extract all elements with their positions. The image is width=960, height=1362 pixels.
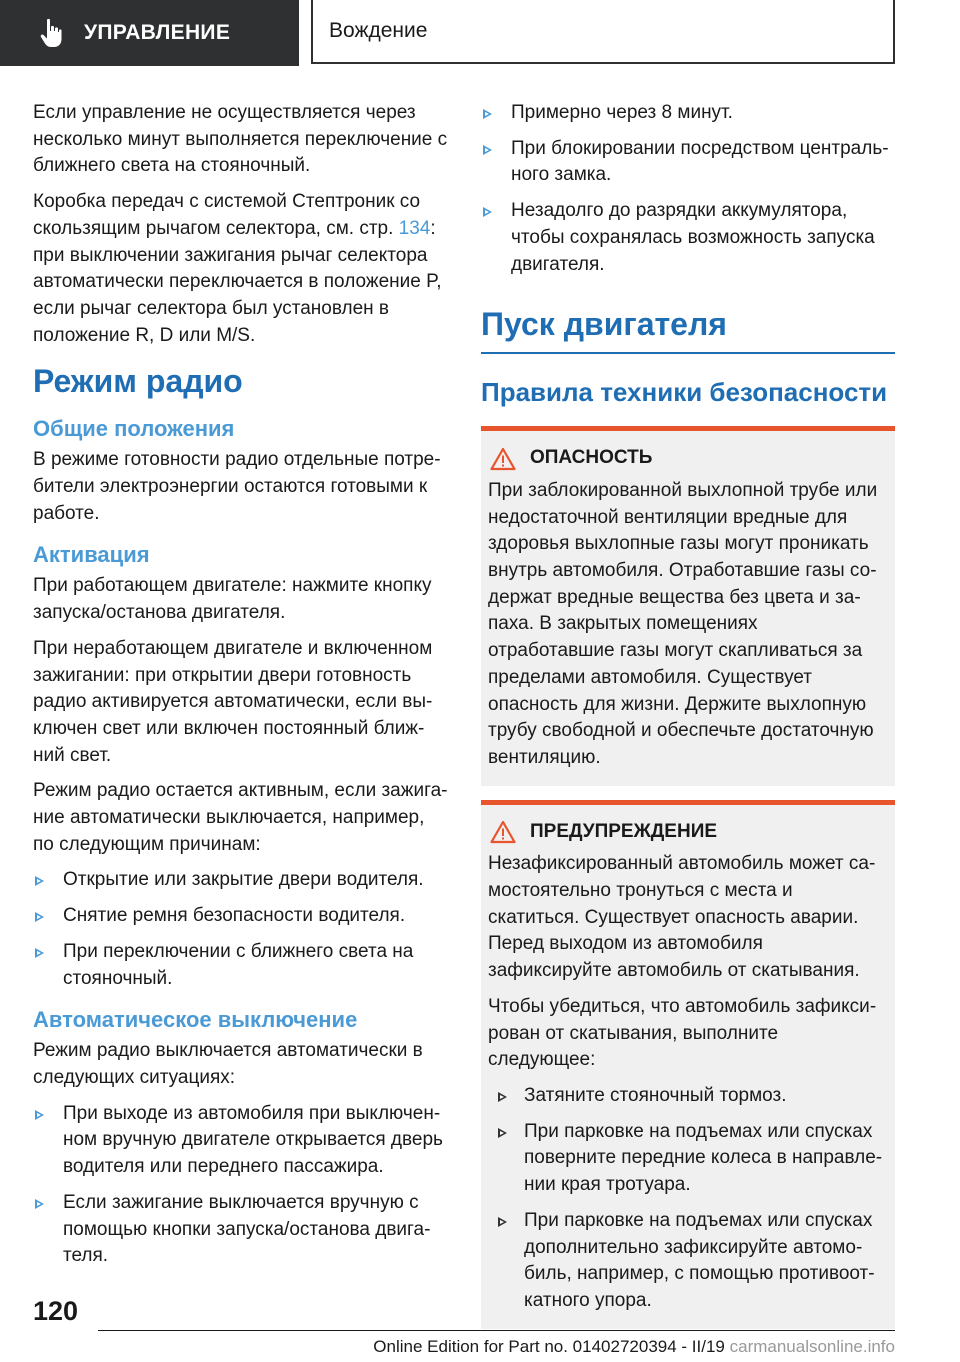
bullet-list-auto-off (33, 1101, 448, 1270)
section-title-box (311, 0, 895, 64)
heading-safety: Правила техники безопасности (481, 377, 888, 408)
list-item: При парковке на подъемах или спусках поверните передние колеса в направлении края тротуара. (488, 1119, 887, 1199)
subheading-activation: Активация (33, 542, 150, 568)
bullet-triangle-icon (35, 948, 44, 958)
hand-pointer-icon (40, 18, 62, 48)
danger-text: При заблокированной выхлопной трубе или недостаточной вентиляции вредные для здоровья выхлопные газы могут проникать внутрь автомобиля. Отработавшие газы содержат вредные вещества без цвета и запаха. В закрытых помещениях отработавшие газы могут скапливаться за пределами автомобиля. Существует опасность для жизни. Держите выхлопную трубу свободной и обеспечьте достаточную вентиляцию. (488, 479, 878, 768)
danger-box (481, 426, 895, 785)
page-number: 120 (33, 1296, 79, 1326)
paragraph: При неработающем двигателе и включенном зажигании: при открытии двери готовность радио активируется автоматически, если выключен свет или включен постоянный ближний свет. (33, 637, 433, 766)
warning-box (481, 800, 895, 1329)
warning-triangle-icon (490, 820, 516, 844)
footer-rule (98, 1330, 895, 1331)
list-item: Если зажигание выключается вручную с помощью кнопки запуска/останова двигателя. (33, 1190, 448, 1270)
paragraph: Режим радио выключается автоматически в следующих ситуациях: (33, 1040, 423, 1088)
watermark: carmanualsonline.info (729, 1337, 895, 1356)
bullet-triangle-icon (35, 1199, 44, 1209)
heading-engine-start: Пуск двигателя (481, 306, 727, 343)
paragraph: При работающем двигателе: нажмите кнопку запуска/останова двигателя. (33, 575, 432, 624)
bullet-triangle-icon (35, 876, 44, 886)
left-column (33, 100, 448, 1279)
warning-title: ПРЕДУПРЕЖДЕНИЕ (488, 819, 887, 846)
bullet-triangle-icon (498, 1217, 507, 1227)
chapter-tab (0, 0, 299, 66)
paragraph: Режим радио остается активным, если зажигание автоматически выключается, например, по следующим причинам: (33, 780, 448, 855)
list-item: Снятие ремня безопасности водителя. (33, 903, 448, 930)
list-item: Примерно через 8 минут. (481, 100, 895, 127)
bullet-triangle-icon (483, 207, 492, 217)
bullet-triangle-icon (498, 1092, 507, 1102)
footer-edition: Online Edition for Part no. 01402720394 - II/19 carmanualsonline.info (373, 1337, 895, 1356)
bullet-triangle-icon (35, 1110, 44, 1120)
list-item: Затяните стояночный тормоз. (488, 1083, 887, 1110)
warning-triangle-icon (490, 447, 516, 471)
list-item: При переключении с ближнего света на стояночный. (33, 939, 448, 992)
danger-title: ОПАСНОСТЬ (488, 445, 887, 472)
heading-radio-mode: Режим радио (33, 363, 243, 400)
page-link[interactable]: 134 (398, 217, 431, 239)
right-column (481, 100, 895, 1329)
list-item: Открытие или закрытие двери водителя. (33, 867, 448, 894)
heading-rule (481, 352, 895, 354)
bullet-triangle-icon (483, 109, 492, 119)
bullet-triangle-icon (35, 912, 44, 922)
bullet-list-activation (33, 867, 448, 992)
bullet-list-warning (488, 1083, 887, 1315)
paragraph-steptronic: Коробка передач с системой Стептроник со скользящим рычагом селектора, см. стр. 134: при выключении зажигания рычаг селектора автоматически переключается в положение P, если рычаг селектора был установлен в положение R, D или M/S. (33, 191, 442, 346)
warning-text: Незафиксированный автомобиль может самостоятельно тронуться с места и скатиться. Существует опасность аварии. Перед выходом из автомобиля зафиксируйте автомобиль от скатывания. (488, 853, 876, 982)
subheading-general: Общие положения (33, 416, 235, 442)
subheading-auto-off: Автоматическое выключение (33, 1007, 358, 1033)
bullet-triangle-icon (498, 1128, 507, 1138)
warning-text: Чтобы убедиться, что автомобиль зафиксирован от скатывания, выполните следующее: (488, 995, 877, 1071)
bullet-triangle-icon (483, 145, 492, 155)
chapter-label: УПРАВЛЕНИЕ (84, 21, 231, 44)
list-item: Незадолго до разрядки аккумулятора, чтобы сохранялась возможность запуска двигателя. (481, 198, 895, 278)
list-item: При парковке на подъемах или спусках дополнительно зафиксируйте автомобиль, например, с помощью противооткатного упора. (488, 1208, 887, 1315)
list-item: При выходе из автомобиля при выключенном вручную двигателе открывается дверь водителя или переднего пассажира. (33, 1101, 448, 1181)
section-title: Вождение (329, 19, 428, 42)
list-item: При блокировании посредством центрального замка. (481, 136, 895, 189)
paragraph: Если управление не осуществляется через несколько минут выполняется переключение с ближнего света на стояночный. (33, 102, 448, 177)
bullet-list-auto-off-continued (481, 100, 895, 278)
paragraph: В режиме готовности радио отдельные потребители электроэнергии остаются готовыми к работе. (33, 449, 441, 524)
